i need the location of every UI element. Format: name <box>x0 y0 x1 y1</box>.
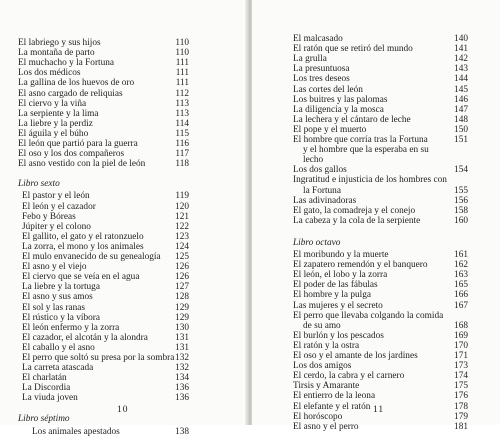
toc-entry-page: 136 <box>175 393 189 404</box>
toc-entry-title: La liebre y la tortuga <box>22 282 100 293</box>
toc-entry-title: La presuntuosa <box>293 64 350 75</box>
toc-entry-title: La zorra, el mono y los animales <box>22 241 144 252</box>
toc-entry-page: 129 <box>175 312 189 323</box>
toc-entry-page: 124 <box>175 241 189 252</box>
toc-entry-title: El león que partió para la guerra <box>18 139 138 149</box>
toc-entry-title: El asno y sus amos <box>22 292 93 303</box>
toc-entry-title: El horóscopo <box>293 411 343 422</box>
toc-entry-page: 114 <box>175 118 189 129</box>
toc-entry-page: 147 <box>454 104 468 115</box>
toc-entry-page: 141 <box>454 44 468 55</box>
toc-entry-title: Los dos gallos <box>293 165 347 176</box>
toc-entry-page: 175 <box>454 381 468 392</box>
toc-entry-page: 127 <box>175 282 189 293</box>
toc-entry-page: 112 <box>175 88 189 99</box>
toc-entry-title: Los dos amigos <box>293 361 352 372</box>
toc-entry-page: 148 <box>454 114 468 125</box>
toc-entry-page: 138 <box>175 426 189 437</box>
toc-entry-page: 163 <box>454 270 468 281</box>
toc-entry-title: El mulo envanecido de su genealogía <box>22 252 161 262</box>
toc-entry-title: La diligencia y la mosca <box>293 104 384 115</box>
toc-entry-page: 132 <box>175 353 189 363</box>
toc-entry-title: El oso y los dos compañeros <box>18 149 125 160</box>
toc-entry-title: El ratón que se retiró del mundo <box>293 44 413 55</box>
toc-entry-page: 155 <box>454 185 468 196</box>
toc-entry-page: 145 <box>454 84 468 95</box>
toc-entry-title: La viuda joven <box>22 393 78 404</box>
toc-entry-title: Los tres deseos <box>293 74 350 85</box>
toc-entry-page: 113 <box>175 108 189 119</box>
toc-entry-title: El rústico y la víbora <box>22 312 100 323</box>
toc-entry-title: La cabeza y la cola de la serpiente <box>293 215 421 226</box>
toc-entry-title: El cazador, el alcotán y la alondra <box>22 332 148 343</box>
toc-entry-page: 110 <box>175 38 189 48</box>
toc-entry-page: 171 <box>454 351 468 361</box>
toc-entry-title: El gallito, el gato y el ratonzuelo <box>22 231 144 242</box>
toc-entry-title: El perro que soltó su presa por la sombra <box>22 353 175 363</box>
toc-entry-title: El ratón y la ostra <box>293 340 360 351</box>
right-page <box>252 0 500 432</box>
toc-entry-page: 130 <box>175 322 189 333</box>
toc-entry-title: El asno vestido con la piel de león <box>18 159 146 170</box>
toc-entry-page: 115 <box>175 128 189 139</box>
toc-entry-title: de su amo <box>303 320 341 331</box>
toc-entry-page: 113 <box>175 98 189 109</box>
toc-entry-page: 140 <box>454 34 468 44</box>
toc-entry-page: 111 <box>175 68 189 79</box>
toc-entry-page: 111 <box>175 78 189 89</box>
toc-entry-page: 116 <box>175 139 189 149</box>
toc-entry-page: 173 <box>454 361 468 372</box>
toc-entry-page: 167 <box>454 300 468 311</box>
toc-entry-page: 131 <box>175 342 189 353</box>
toc-entry-title: El entierro de la leona <box>293 391 376 402</box>
toc-entry-title: Ingratitud e injusticia de los hombres con <box>293 175 447 186</box>
toc-entry-title: El asno cargado de reliquias <box>18 88 123 99</box>
toc-entry-title: El perro que llevaba colgando la comida <box>293 310 444 321</box>
toc-entry-page: 120 <box>175 201 189 212</box>
toc-entry-page: 161 <box>454 250 468 260</box>
toc-entry-title: El ciervo y la viña <box>18 98 87 109</box>
toc-entry-page: 165 <box>454 280 468 291</box>
toc-entry-title: El elefante y el ratón <box>293 401 371 412</box>
toc-entry-title: Júpiter y el colono <box>22 221 91 232</box>
toc-entry-page: 169 <box>454 330 468 341</box>
toc-entry-page: 144 <box>454 74 468 85</box>
toc-entry-page: 154 <box>454 165 468 176</box>
toc-entry-page: 176 <box>454 391 468 402</box>
toc-entry-page: 117 <box>175 149 189 160</box>
section-heading: Libro sexto <box>18 179 60 190</box>
toc-entry-page: 174 <box>454 371 468 382</box>
toc-entry-title: La grulla <box>293 54 327 65</box>
toc-entry-page: 151 <box>454 135 468 145</box>
right-page-number: 11 <box>373 405 385 415</box>
toc-entry-page: 136 <box>175 383 189 394</box>
toc-entry-page: 128 <box>175 292 189 303</box>
section-heading: Libro octavo <box>293 237 341 248</box>
toc-entry-page: 179 <box>454 411 468 422</box>
toc-entry-title: La gallina de los huevos de oro <box>18 78 135 89</box>
toc-entry-page: 178 <box>454 401 468 412</box>
toc-entry-title: Los animales apestados <box>32 426 120 437</box>
toc-entry-title: El pope y el muerto <box>293 124 367 135</box>
toc-entry-page: 142 <box>454 54 468 65</box>
toc-entry-title: La serpiente y la lima <box>18 108 99 119</box>
toc-entry-page: 125 <box>175 252 189 262</box>
toc-entry-page: 129 <box>175 302 189 313</box>
toc-entry-title: El muchacho y la Fortuna <box>18 58 115 69</box>
toc-entry-page: 158 <box>454 205 468 216</box>
toc-entry-title: Febo y Bóreas <box>22 211 76 222</box>
toc-entry-page: 134 <box>175 373 189 384</box>
toc-entry-page: 170 <box>454 340 468 351</box>
toc-entry-title: La Discordia <box>22 383 71 394</box>
toc-entry-page: 156 <box>454 195 468 206</box>
toc-entry-title: El hombre y la pulga <box>293 290 371 301</box>
toc-entry-title: El águila y el búho <box>18 128 89 139</box>
left-page-number: 10 <box>117 405 129 415</box>
toc-entry-title: El león y el cazador <box>22 201 96 212</box>
toc-entry-title: Los dos médicos <box>18 68 81 79</box>
toc-entry-page: 132 <box>175 363 189 374</box>
toc-entry-page: 166 <box>454 290 468 301</box>
toc-entry-title: El burlón y los pescados <box>293 330 384 341</box>
toc-entry-title: La liebre y la perdiz <box>18 118 93 129</box>
toc-entry-page: 126 <box>175 262 189 273</box>
toc-entry-page: 111 <box>175 58 189 69</box>
toc-entry-title: El asno y el viejo <box>22 262 87 273</box>
toc-entry-title: El ciervo que se veía en el agua <box>22 272 140 283</box>
toc-entry-title: El león, el lobo y la zorra <box>293 270 388 281</box>
toc-entry-title: El cerdo, la cabra y el carnero <box>293 371 405 382</box>
toc-entry-page: 110 <box>175 48 189 59</box>
toc-entry-title: El labriego y sus hijos <box>18 38 101 48</box>
toc-entry-title: El sol y las ranas <box>22 302 85 313</box>
toc-entry-title: El caballo y el asno <box>22 342 95 353</box>
toc-entry-title: Los buitres y las palomas <box>293 94 388 105</box>
toc-entry-page: 150 <box>454 124 468 135</box>
toc-entry-title: Las adivinadoras <box>293 195 357 206</box>
toc-entry-title: El hombre que corría tras la Fortuna <box>293 135 428 145</box>
toc-entry-page: 162 <box>454 260 468 271</box>
toc-entry-title: El zapatero remendón y el banquero <box>293 260 428 271</box>
toc-entry-page: 119 <box>175 191 189 202</box>
toc-entry-title: Las mujeres y el secreto <box>293 300 383 311</box>
toc-entry-page: 181 <box>454 421 468 432</box>
toc-entry-title: El malcasado <box>293 34 343 44</box>
toc-entry-title: El moribundo y la muerte <box>293 250 389 260</box>
toc-entry-title: El león enfermo y la zorra <box>22 322 120 333</box>
toc-entry-page: 143 <box>454 64 468 75</box>
toc-entry-title: El pastor y el león <box>22 191 90 202</box>
section-heading: Libro séptimo <box>18 413 70 424</box>
toc-entry-title: La montaña de parto <box>18 48 95 59</box>
toc-entry-page: 131 <box>175 332 189 343</box>
toc-entry-page: 168 <box>454 320 468 331</box>
toc-entry-title: El gato, la comadreja y el conejo <box>293 205 416 216</box>
toc-entry-title: El charlatán <box>22 373 67 384</box>
toc-entry-page: 118 <box>175 159 189 170</box>
toc-entry-title: El asno y el perro <box>293 421 359 432</box>
toc-entry-title: La carreta atascada <box>22 363 94 374</box>
toc-entry-page: 126 <box>175 272 189 283</box>
toc-entry-title: Tirsis y Amarante <box>293 381 360 392</box>
toc-entry-page: 122 <box>175 221 189 232</box>
toc-entry-title: El poder de las fábulas <box>293 280 378 291</box>
toc-entry-title: lecho <box>303 155 324 166</box>
toc-entry-title: y el hombre que la esperaba en su <box>303 145 429 156</box>
toc-entry-page: 146 <box>454 94 468 105</box>
toc-entry-title: El oso y el amante de los jardines <box>293 351 418 361</box>
toc-entry-page: 123 <box>175 231 189 242</box>
toc-entry-page: 160 <box>454 215 468 226</box>
left-page <box>0 0 248 437</box>
toc-entry-title: Las cortes del león <box>293 84 363 95</box>
toc-entry-page: 121 <box>175 211 189 222</box>
toc-entry-title: La lechera y el cántaro de leche <box>293 114 411 125</box>
toc-entry-title: la Fortuna <box>303 185 341 196</box>
